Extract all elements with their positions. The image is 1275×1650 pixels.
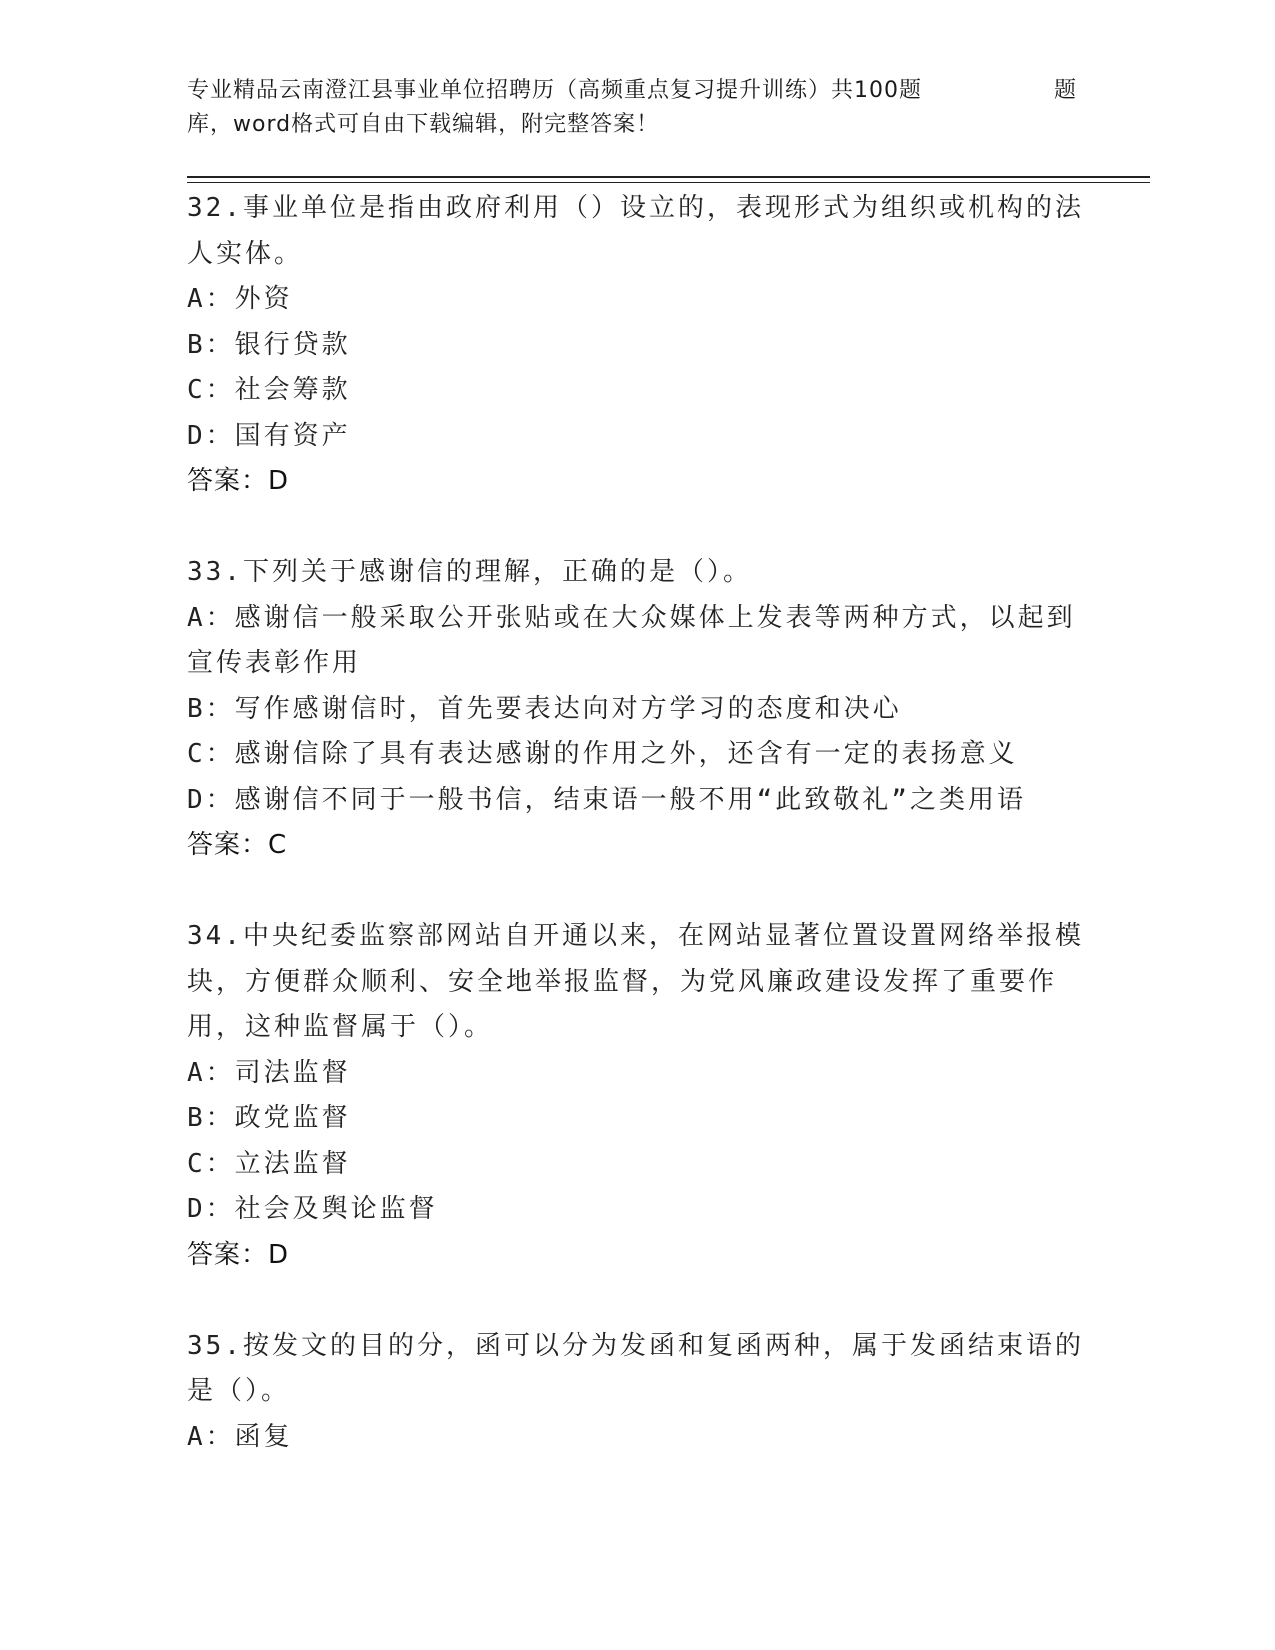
option-a-continued: 宣传表彰作用: [187, 648, 362, 678]
option-a: A：函复: [187, 1421, 293, 1452]
question-stem-line: 33.下列关于感谢信的理解，正确的是（）。: [187, 557, 752, 587]
header-title: 专业精品云南澄江县事业单位招聘历（高频重点复习提升训练）共100题: [187, 78, 922, 103]
question-list: [187, 186, 1087, 1460]
option-a: A：司法监督: [187, 1057, 351, 1088]
option-a: A：感谢信一般采取公开张贴或在大众媒体上发表等两种方式，以起到: [187, 602, 1076, 633]
question-stem-line: 用，这种监督属于（）。: [187, 1012, 494, 1042]
option-b: B：政党监督: [187, 1103, 351, 1133]
option-b: B：银行贷款: [187, 329, 351, 360]
answer-line: 答案：D: [187, 466, 290, 496]
header-line-1: [187, 74, 1077, 108]
option-c: C：感谢信除了具有表达感谢的作用之外，还含有一定的表扬意义: [187, 739, 1018, 769]
question-stem-line: 32.事业单位是指由政府利用（）设立的，表现形式为组织或机构的法: [187, 193, 1084, 223]
spacer: [187, 1278, 1087, 1324]
header-subtitle: 库，word格式可自由下载编辑，附完整答案！: [187, 112, 660, 137]
header-title-tail: 题: [1053, 78, 1077, 103]
option-d: D：社会及舆论监督: [187, 1194, 438, 1224]
option-a: A：外资: [187, 284, 293, 314]
document-header: [187, 74, 1077, 142]
question-35: [187, 1324, 1087, 1461]
question-34: [187, 914, 1087, 1278]
question-stem-line: 人实体。: [187, 238, 304, 269]
option-d: D：感谢信不同于一般书信，结束语一般不用“此致敬礼”之类用语: [187, 784, 1026, 815]
option-b: B：写作感谢信时，首先要表达向对方学习的态度和决心: [187, 693, 902, 724]
question-stem-line: 35.按发文的目的分，函可以分为发函和复函两种，属于发函结束语的: [187, 1330, 1084, 1361]
question-stem-line: 块，方便群众顺利、安全地举报监督，为党风廉政建设发挥了重要作: [187, 966, 1058, 997]
answer-line: 答案：C: [187, 830, 288, 860]
header-rule-thick: [187, 176, 1150, 178]
question-stem-line: 是（）。: [187, 1376, 291, 1406]
header-line-2: [187, 108, 1077, 142]
question-32: [187, 186, 1087, 505]
header-rule-thin: [187, 182, 1150, 183]
spacer: [187, 505, 1087, 551]
option-d: D：国有资产: [187, 420, 351, 451]
option-c: C：社会筹款: [187, 375, 351, 405]
question-33: [187, 550, 1087, 869]
option-c: C：立法监督: [187, 1148, 351, 1179]
spacer: [187, 869, 1087, 915]
answer-line: 答案：D: [187, 1239, 290, 1270]
question-stem-line: 34.中央纪委监察部网站自开通以来，在网站显著位置设置网络举报模: [187, 921, 1084, 951]
